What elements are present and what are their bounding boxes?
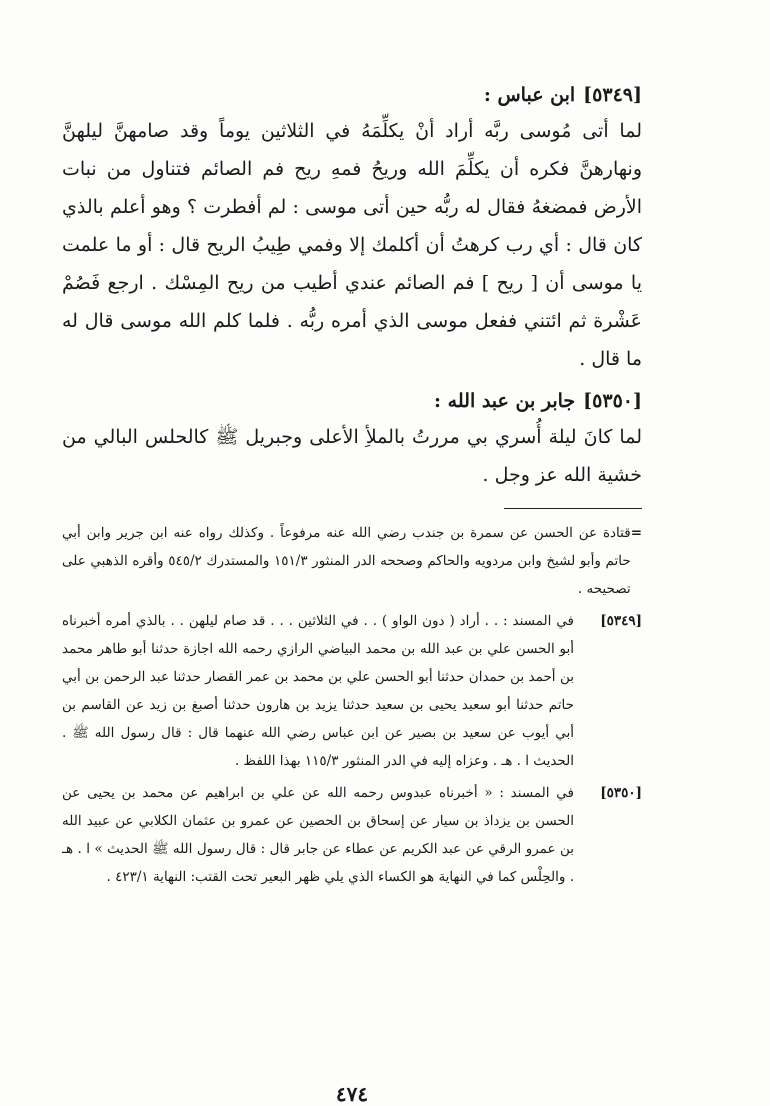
entry-narrator: ابن عباس : (483, 84, 576, 106)
document-page (62, 80, 642, 1106)
hadith-entry-5349 (62, 80, 642, 378)
entry-text: لما كانَ ليلة أُسري بي مررتُ بالملأِ الأعلى وجبريل ﷺ كالحلس البالي من خشية الله عز وجل . (62, 426, 642, 486)
footnote-5350 (62, 779, 642, 891)
entry-narrator: جابر بن عبد الله : (434, 390, 576, 412)
footnote-separator (504, 508, 642, 509)
footnote-number: [٥٣٥٠] (600, 785, 642, 801)
footnote-marker: = (630, 525, 642, 541)
entry-number: [٥٣٤٩] (583, 84, 642, 106)
footnote-continuation (62, 519, 642, 603)
entry-heading (62, 386, 642, 416)
hadith-entry-5350 (62, 386, 642, 494)
footnote-text: في المسند : . . أراد ( دون الواو ) . . في الثلاثين . . . قد صام ليلهن . . بالذي أمره أخبرناه أبو الحسن علي بن عبد الله بن محمد البياضي الرازي رحمه الله اجازة حدثنا أبو طاهر محمد بن أحمد بن حمدان حدثنا أبو الحسن علي بن محمد بن عمر القصار حدثنا عبد الرحمن بن أبي حاتم حدثنا أبو سعيد يحيى بن سعيد حدثنا يزيد بن هارون حدثنا أصبغ بن زيد عن القاسم بن أبي أيوب عن سعيد بن بصير عن ابن عباس رضي الله عنهما قال : قال رسول الله ﷺ . الحديث ا . هـ . وعزاه إليه في الدر المنثور ١١٥/٣ بهذا اللفظ . (62, 613, 574, 769)
footnote-5349 (62, 607, 642, 775)
entry-number: [٥٣٥٠] (583, 390, 642, 412)
entry-heading (62, 80, 642, 110)
footnotes (62, 519, 642, 891)
page-number: ٤٧٤ (335, 1082, 369, 1106)
footnote-text: في المسند : « أخبرناه عبدوس رحمه الله عن علي بن ابراهيم عن محمد بن يحيى عن الحسن بن يزداذ بن سيار عن إسحاق بن الحصين عن عمرو بن عثمان الكلابي عن عبيد الله بن عمرو الرقي عن عبد الكريم عن عطاء عن جابر قال : قال رسول الله ﷺ الحديث » ا . هـ . والحِلْس كما في النهاية هو الكساء الذي يلي ظهر البعير تحت القتب: النهاية ٤٢٣/١ . (62, 785, 574, 885)
footnote-number: [٥٣٤٩] (600, 613, 642, 629)
entry-text: لما أتى مُوسى ربَّه أراد أنْ يكلِّمَهُ في الثلاثين يوماً وقد صامهنَّ ليلهنَّ ونهارهنَّ فكره أن يكلِّمَ الله وريحُ فمهِ ريح فم الصائم فتناول من نبات الأرض فمضغهُ فقال له ربُّه حين أتى موسى : لم أفطرت ؟ وهو أعلم بالذي كان قال : أي رب كرهتُ أن أكلمك إلا وفمي طِيبُ الريح قال : أو ما علمت يا موسى أن [ ريح ] فم الصائم عندي أطيب من ريح المِسْك . ارجع فَصُمْ عَشْرة ثم ائتني ففعل موسى الذي أمره ربُّه . فلما كلم الله موسى قال له ما قال . (62, 120, 642, 370)
footnote-text: قتادة عن الحسن عن سمرة بن جندب رضي الله عنه مرفوعاً . وكذلك رواه عنه ابن جرير وابن أبي حاتم وأبو لشيخ وابن مردويه والحاكم وصححه الدر المنثور ١٥١/٣ والمستدرك ٥٤٥/٢ وأقره الذهبي على تصحيحه . (62, 525, 631, 597)
